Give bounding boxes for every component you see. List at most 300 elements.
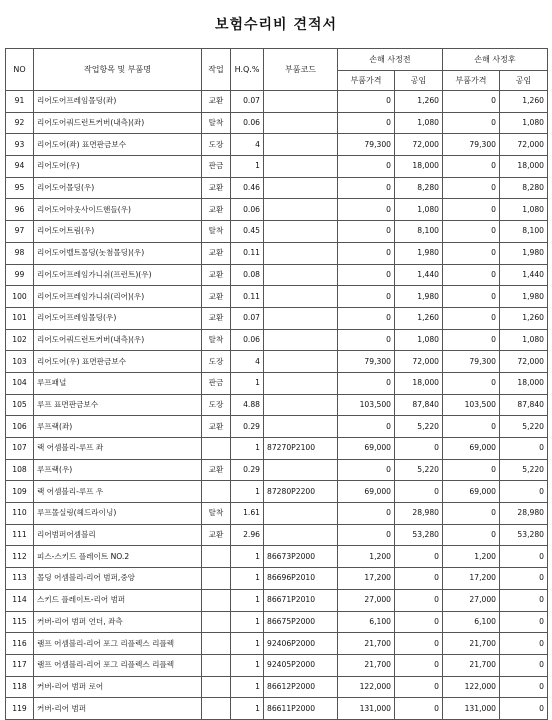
row-hq: 1 [231, 568, 264, 590]
row-after-labor: 0 [500, 611, 548, 633]
row-after-part-price: 0 [443, 459, 500, 481]
table-row [6, 134, 548, 156]
row-hq: 0.29 [231, 416, 264, 438]
row-after-labor: 1,260 [500, 307, 548, 329]
row-hq: 0.06 [231, 112, 264, 134]
row-after-part-price: 79,300 [443, 134, 500, 156]
row-after-part-price: 0 [443, 199, 500, 221]
row-before-labor: 1,440 [395, 264, 443, 286]
row-no: 97 [6, 221, 34, 243]
row-part-code [264, 177, 338, 199]
row-hq: 0.29 [231, 459, 264, 481]
row-no: 118 [6, 676, 34, 698]
row-before-labor: 1,980 [395, 242, 443, 264]
row-item-name: 랙 어셈블리-루프 우 [34, 481, 202, 503]
row-before-part-price: 0 [338, 372, 395, 394]
row-part-code [264, 199, 338, 221]
row-part-code: 86611P2000 [264, 698, 338, 720]
header-no: NO [6, 49, 34, 91]
row-part-code: 86671P2010 [264, 589, 338, 611]
row-item-name: 램프 어셈블리-리어 포그 리플렉스 리플렉 [34, 633, 202, 655]
row-after-labor: 18,000 [500, 156, 548, 178]
row-before-labor: 53,280 [395, 524, 443, 546]
header-after-labor: 공임 [500, 71, 548, 91]
table-row [6, 438, 548, 460]
table-row [6, 372, 548, 394]
row-before-labor: 1,980 [395, 286, 443, 308]
row-after-labor: 0 [500, 589, 548, 611]
row-after-labor: 18,000 [500, 372, 548, 394]
row-after-part-price: 0 [443, 307, 500, 329]
row-before-labor: 0 [395, 654, 443, 676]
table-row [6, 568, 548, 590]
row-hq: 4.88 [231, 394, 264, 416]
table-row [6, 199, 548, 221]
row-no: 99 [6, 264, 34, 286]
row-after-part-price: 6,100 [443, 611, 500, 633]
row-before-labor: 1,080 [395, 329, 443, 351]
row-before-labor: 8,100 [395, 221, 443, 243]
row-before-part-price: 69,000 [338, 481, 395, 503]
row-before-part-price: 0 [338, 91, 395, 113]
row-work-type: 판금 [202, 372, 231, 394]
table-row [6, 611, 548, 633]
row-no: 106 [6, 416, 34, 438]
row-no: 116 [6, 633, 34, 655]
row-work-type: 교환 [202, 307, 231, 329]
row-no: 92 [6, 112, 34, 134]
row-part-code: 87270P2100 [264, 438, 338, 460]
table-row [6, 698, 548, 720]
row-item-name: 루프 표면판금보수 [34, 394, 202, 416]
row-before-part-price: 21,700 [338, 633, 395, 655]
table-row [6, 546, 548, 568]
row-after-labor: 1,980 [500, 286, 548, 308]
row-after-part-price: 122,000 [443, 676, 500, 698]
row-hq: 1 [231, 438, 264, 460]
table-row [6, 329, 548, 351]
row-after-part-price: 1,200 [443, 546, 500, 568]
row-item-name: 리어도어프레임몰딩(우) [34, 307, 202, 329]
row-before-part-price: 0 [338, 221, 395, 243]
row-after-labor: 8,280 [500, 177, 548, 199]
row-no: 91 [6, 91, 34, 113]
row-after-part-price: 0 [443, 503, 500, 525]
row-hq: 1.61 [231, 503, 264, 525]
estimate-table [5, 48, 548, 720]
row-before-labor: 5,220 [395, 459, 443, 481]
row-before-labor: 0 [395, 568, 443, 590]
row-item-name: 루프몰실링(헤드라이닝) [34, 503, 202, 525]
row-after-labor: 28,980 [500, 503, 548, 525]
row-item-name: 스키드 플레이트-리어 범퍼 [34, 589, 202, 611]
table-row [6, 394, 548, 416]
row-item-name: 몰딩 어셈블리-리어 범퍼,중앙 [34, 568, 202, 590]
table-row [6, 481, 548, 503]
row-work-type: 탈착 [202, 112, 231, 134]
row-item-name: 리어도어쿼드런트커버(내측)(좌) [34, 112, 202, 134]
row-part-code [264, 221, 338, 243]
row-no: 94 [6, 156, 34, 178]
row-after-part-price: 0 [443, 177, 500, 199]
row-no: 107 [6, 438, 34, 460]
row-no: 101 [6, 307, 34, 329]
row-no: 110 [6, 503, 34, 525]
row-before-part-price: 0 [338, 177, 395, 199]
row-work-type: 교환 [202, 286, 231, 308]
row-no: 115 [6, 611, 34, 633]
row-after-part-price: 0 [443, 242, 500, 264]
row-part-code: 86696P2010 [264, 568, 338, 590]
row-item-name: 리어도어(좌) 표면판금보수 [34, 134, 202, 156]
table-row [6, 654, 548, 676]
row-work-type: 교환 [202, 524, 231, 546]
row-before-labor: 72,000 [395, 351, 443, 373]
row-no: 111 [6, 524, 34, 546]
row-before-labor: 0 [395, 589, 443, 611]
header-hq: H.Q.% [231, 49, 264, 91]
row-part-code [264, 372, 338, 394]
row-after-part-price: 0 [443, 91, 500, 113]
row-work-type [202, 611, 231, 633]
row-before-labor: 1,080 [395, 112, 443, 134]
row-after-part-price: 0 [443, 221, 500, 243]
row-after-part-price: 0 [443, 112, 500, 134]
row-no: 103 [6, 351, 34, 373]
row-item-name: 리어도어아웃사이드핸들(우) [34, 199, 202, 221]
row-item-name: 리어도어벨트몰딩(놋첨몰딩)(우) [34, 242, 202, 264]
table-row [6, 112, 548, 134]
row-hq: 1 [231, 481, 264, 503]
row-before-part-price: 0 [338, 503, 395, 525]
row-before-part-price: 0 [338, 264, 395, 286]
row-after-part-price: 131,000 [443, 698, 500, 720]
row-after-part-price: 0 [443, 286, 500, 308]
row-before-part-price: 0 [338, 416, 395, 438]
row-work-type [202, 589, 231, 611]
row-after-labor: 1,080 [500, 199, 548, 221]
row-item-name: 피스-스키드 플레이트 NO.2 [34, 546, 202, 568]
row-item-name: 리어도어몰딩(우) [34, 177, 202, 199]
row-before-part-price: 6,100 [338, 611, 395, 633]
row-part-code [264, 351, 338, 373]
row-work-type: 교환 [202, 264, 231, 286]
row-before-part-price: 0 [338, 199, 395, 221]
row-after-part-price: 0 [443, 372, 500, 394]
row-part-code [264, 416, 338, 438]
row-part-code [264, 503, 338, 525]
table-row [6, 633, 548, 655]
table-row [6, 416, 548, 438]
row-work-type: 도장 [202, 394, 231, 416]
table-row [6, 286, 548, 308]
row-hq: 0.08 [231, 264, 264, 286]
row-after-part-price: 21,700 [443, 633, 500, 655]
row-part-code [264, 242, 338, 264]
table-row [6, 156, 548, 178]
row-after-part-price: 27,000 [443, 589, 500, 611]
row-before-labor: 0 [395, 546, 443, 568]
row-after-labor: 72,000 [500, 134, 548, 156]
row-before-part-price: 103,500 [338, 394, 395, 416]
row-work-type: 교환 [202, 416, 231, 438]
row-work-type: 탈착 [202, 329, 231, 351]
row-after-labor: 1,980 [500, 242, 548, 264]
row-before-part-price: 79,300 [338, 351, 395, 373]
row-part-code [264, 156, 338, 178]
row-part-code: 86673P2000 [264, 546, 338, 568]
row-before-part-price: 0 [338, 459, 395, 481]
row-item-name: 리어도어쿼드런트커버(내측)(우) [34, 329, 202, 351]
row-no: 119 [6, 698, 34, 720]
row-after-part-price: 21,700 [443, 654, 500, 676]
row-before-part-price: 131,000 [338, 698, 395, 720]
row-part-code [264, 459, 338, 481]
row-part-code [264, 264, 338, 286]
row-before-labor: 0 [395, 633, 443, 655]
row-before-labor: 1,260 [395, 91, 443, 113]
row-before-labor: 0 [395, 438, 443, 460]
row-item-name: 리어도어(우) [34, 156, 202, 178]
row-after-labor: 5,220 [500, 459, 548, 481]
row-item-name: 랙 어셈블리-루프 좌 [34, 438, 202, 460]
row-part-code [264, 329, 338, 351]
header-item: 작업항목 및 부품명 [34, 49, 202, 91]
row-hq: 1 [231, 156, 264, 178]
row-hq: 4 [231, 351, 264, 373]
row-before-part-price: 1,200 [338, 546, 395, 568]
table-row [6, 307, 548, 329]
table-row [6, 221, 548, 243]
row-no: 113 [6, 568, 34, 590]
row-work-type: 교환 [202, 459, 231, 481]
row-item-name: 커버-리어 범퍼 로어 [34, 676, 202, 698]
row-after-part-price: 0 [443, 524, 500, 546]
table-row [6, 264, 548, 286]
row-after-labor: 0 [500, 698, 548, 720]
row-no: 105 [6, 394, 34, 416]
row-after-labor: 53,280 [500, 524, 548, 546]
row-hq: 0.06 [231, 329, 264, 351]
row-no: 100 [6, 286, 34, 308]
table-row [6, 524, 548, 546]
row-after-part-price: 0 [443, 416, 500, 438]
row-hq: 0.06 [231, 199, 264, 221]
estimate-rows [6, 91, 548, 720]
row-work-type [202, 654, 231, 676]
row-item-name: 램프 어셈블리-리어 포그 리플렉스 리플렉 [34, 654, 202, 676]
row-hq: 1 [231, 698, 264, 720]
row-no: 108 [6, 459, 34, 481]
row-after-labor: 72,000 [500, 351, 548, 373]
table-row [6, 91, 548, 113]
row-work-type: 판금 [202, 156, 231, 178]
table-row [6, 676, 548, 698]
row-before-labor: 0 [395, 611, 443, 633]
row-no: 93 [6, 134, 34, 156]
row-after-labor: 87,840 [500, 394, 548, 416]
row-item-name: 루프패널 [34, 372, 202, 394]
row-work-type [202, 481, 231, 503]
table-row [6, 242, 548, 264]
row-hq: 1 [231, 611, 264, 633]
header-before-assessment: 손해 사정전 [338, 49, 443, 71]
row-before-labor: 87,840 [395, 394, 443, 416]
row-item-name: 리어범퍼어셈블리 [34, 524, 202, 546]
row-after-labor: 1,260 [500, 91, 548, 113]
row-before-labor: 1,080 [395, 199, 443, 221]
row-after-part-price: 0 [443, 156, 500, 178]
row-after-labor: 1,440 [500, 264, 548, 286]
row-after-part-price: 17,200 [443, 568, 500, 590]
row-before-part-price: 21,700 [338, 654, 395, 676]
row-no: 95 [6, 177, 34, 199]
row-hq: 1 [231, 546, 264, 568]
row-before-labor: 18,000 [395, 156, 443, 178]
row-before-part-price: 0 [338, 524, 395, 546]
row-item-name: 리어도어트림(우) [34, 221, 202, 243]
row-after-part-price: 0 [443, 329, 500, 351]
row-before-labor: 0 [395, 481, 443, 503]
row-after-labor: 0 [500, 676, 548, 698]
row-before-part-price: 0 [338, 286, 395, 308]
row-no: 109 [6, 481, 34, 503]
row-after-labor: 5,220 [500, 416, 548, 438]
row-before-part-price: 0 [338, 329, 395, 351]
row-hq: 0.07 [231, 91, 264, 113]
row-item-name: 루프랙(우) [34, 459, 202, 481]
row-hq: 1 [231, 676, 264, 698]
row-work-type: 교환 [202, 242, 231, 264]
row-before-part-price: 79,300 [338, 134, 395, 156]
row-work-type: 탈착 [202, 221, 231, 243]
row-hq: 1 [231, 654, 264, 676]
row-before-part-price: 0 [338, 242, 395, 264]
row-before-labor: 18,000 [395, 372, 443, 394]
row-after-labor: 0 [500, 654, 548, 676]
row-before-labor: 1,260 [395, 307, 443, 329]
row-before-labor: 28,980 [395, 503, 443, 525]
row-before-labor: 0 [395, 676, 443, 698]
row-before-labor: 0 [395, 698, 443, 720]
row-hq: 0.46 [231, 177, 264, 199]
row-work-type [202, 633, 231, 655]
header-code: 부품코드 [264, 49, 338, 91]
row-part-code: 86612P2000 [264, 676, 338, 698]
row-item-name: 리어도어프레임가니쉬(프런트)(우) [34, 264, 202, 286]
row-item-name: 루프랙(좌) [34, 416, 202, 438]
row-after-part-price: 103,500 [443, 394, 500, 416]
row-work-type: 도장 [202, 134, 231, 156]
row-no: 117 [6, 654, 34, 676]
row-work-type [202, 546, 231, 568]
row-hq: 0.45 [231, 221, 264, 243]
row-work-type: 도장 [202, 351, 231, 373]
row-after-part-price: 69,000 [443, 438, 500, 460]
header-work: 작업 [202, 49, 231, 91]
row-part-code [264, 394, 338, 416]
row-work-type [202, 438, 231, 460]
row-after-part-price: 79,300 [443, 351, 500, 373]
row-before-part-price: 0 [338, 156, 395, 178]
table-row [6, 459, 548, 481]
row-after-part-price: 69,000 [443, 481, 500, 503]
row-before-labor: 72,000 [395, 134, 443, 156]
row-part-code [264, 134, 338, 156]
row-hq: 2.96 [231, 524, 264, 546]
row-before-part-price: 0 [338, 307, 395, 329]
row-part-code [264, 524, 338, 546]
row-hq: 0.11 [231, 286, 264, 308]
header-after-assessment: 손해 사정후 [443, 49, 548, 71]
header-before-labor: 공임 [395, 71, 443, 91]
row-after-labor: 0 [500, 633, 548, 655]
row-no: 98 [6, 242, 34, 264]
row-part-code [264, 112, 338, 134]
row-before-part-price: 17,200 [338, 568, 395, 590]
row-after-part-price: 0 [443, 264, 500, 286]
row-work-type [202, 698, 231, 720]
row-item-name: 리어도어프레임가니쉬(리어)(우) [34, 286, 202, 308]
header-after-part-price: 부품가격 [443, 71, 500, 91]
row-after-labor: 0 [500, 481, 548, 503]
row-after-labor: 8,100 [500, 221, 548, 243]
row-no: 114 [6, 589, 34, 611]
row-hq: 1 [231, 372, 264, 394]
row-item-name: 커버-리어 범퍼 언더, 좌측 [34, 611, 202, 633]
row-part-code: 92405P2000 [264, 654, 338, 676]
row-work-type: 교환 [202, 199, 231, 221]
row-before-labor: 5,220 [395, 416, 443, 438]
row-no: 104 [6, 372, 34, 394]
row-part-code: 92406P2000 [264, 633, 338, 655]
row-before-labor: 8,280 [395, 177, 443, 199]
row-work-type [202, 568, 231, 590]
row-part-code [264, 286, 338, 308]
row-work-type: 교환 [202, 177, 231, 199]
table-row [6, 177, 548, 199]
row-work-type: 탈착 [202, 503, 231, 525]
row-no: 112 [6, 546, 34, 568]
row-no: 102 [6, 329, 34, 351]
row-work-type: 교환 [202, 91, 231, 113]
row-hq: 1 [231, 633, 264, 655]
row-item-name: 리어도어(우) 표면판금보수 [34, 351, 202, 373]
row-before-part-price: 69,000 [338, 438, 395, 460]
row-item-name: 커버-리어 범퍼 [34, 698, 202, 720]
row-part-code [264, 91, 338, 113]
row-hq: 0.07 [231, 307, 264, 329]
row-part-code: 87280P2200 [264, 481, 338, 503]
row-no: 96 [6, 199, 34, 221]
row-part-code: 86675P2000 [264, 611, 338, 633]
row-hq: 1 [231, 589, 264, 611]
row-after-labor: 0 [500, 568, 548, 590]
row-part-code [264, 307, 338, 329]
row-after-labor: 1,080 [500, 112, 548, 134]
row-after-labor: 0 [500, 546, 548, 568]
table-row [6, 351, 548, 373]
table-row [6, 503, 548, 525]
row-before-part-price: 27,000 [338, 589, 395, 611]
row-before-part-price: 122,000 [338, 676, 395, 698]
row-hq: 0.11 [231, 242, 264, 264]
table-row [6, 589, 548, 611]
row-hq: 4 [231, 134, 264, 156]
row-after-labor: 1,080 [500, 329, 548, 351]
row-item-name: 리어도어프레임몰딩(좌) [34, 91, 202, 113]
row-before-part-price: 0 [338, 112, 395, 134]
